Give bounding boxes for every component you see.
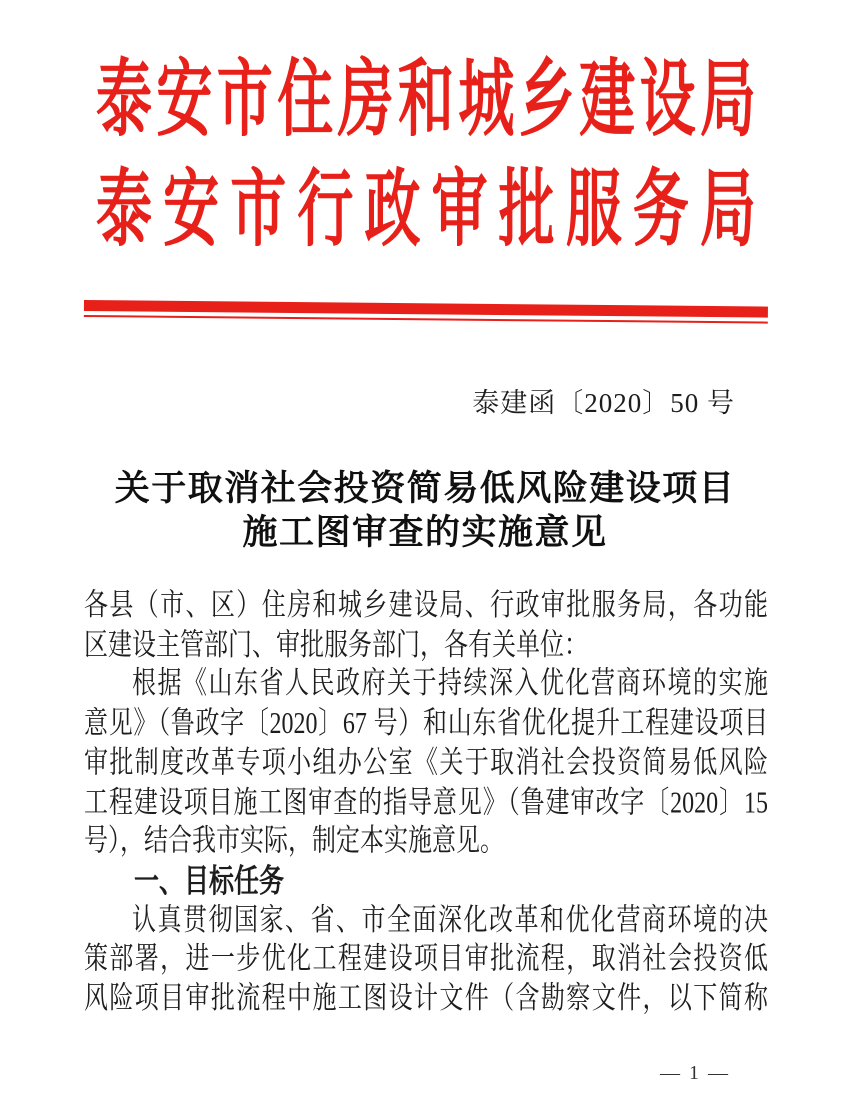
body-line: 意见》（鲁政字〔2020〕67 号）和山东省优化提升工程建设项目	[84, 707, 768, 741]
document-title-line-2: 施工图审查的实施意见	[242, 513, 608, 552]
paragraph-basis	[84, 666, 768, 863]
document-title-line-1: 关于取消社会投资简易低风险建设项目	[114, 469, 736, 508]
body-line: 工程建设项目施工图审查的指导意见》（鲁建审改字〔2020〕15	[84, 786, 768, 820]
page-number: — 1 —	[660, 1062, 730, 1084]
document-title	[0, 467, 850, 555]
paragraph-section-heading	[84, 862, 768, 901]
paragraph-salutation	[84, 587, 768, 666]
body-line: 号），结合我市实际，制定本实施意见。	[84, 825, 504, 859]
body-line: 根据《山东省人民政府关于持续深入优化营商环境的实施	[132, 668, 768, 702]
body-line: 审批制度改革专项小组办公室《关于取消社会投资简易低风险	[84, 746, 768, 781]
rule-thick-bar	[84, 300, 768, 318]
paragraph-section-body	[84, 901, 768, 1019]
body-line: 一、目标任务	[134, 863, 285, 900]
document-body	[84, 587, 768, 1019]
document-number: 泰建函〔2020〕50 号	[472, 388, 735, 418]
red-separator-rule	[84, 300, 768, 324]
agency-name-line-2: 泰安市行政审批服务局	[96, 164, 756, 258]
body-line: 各县（市、区）住房和城乡建设局、行政审批服务局，各功能	[84, 589, 768, 623]
body-line: 策部署，进一步优化工程建设项目审批流程，取消社会投资低	[84, 943, 768, 977]
body-line: 认真贯彻国家、省、市全面深化改革和优化营商环境的决	[132, 903, 768, 938]
agency-name-line-1: 泰安市住房和城乡建设局	[96, 54, 756, 148]
body-line: 区建设主管部门、审批服务部门，各有关单位：	[84, 628, 588, 663]
body-line: 风险项目审批流程中施工图设计文件（含勘察文件，以下简称	[84, 982, 768, 1016]
